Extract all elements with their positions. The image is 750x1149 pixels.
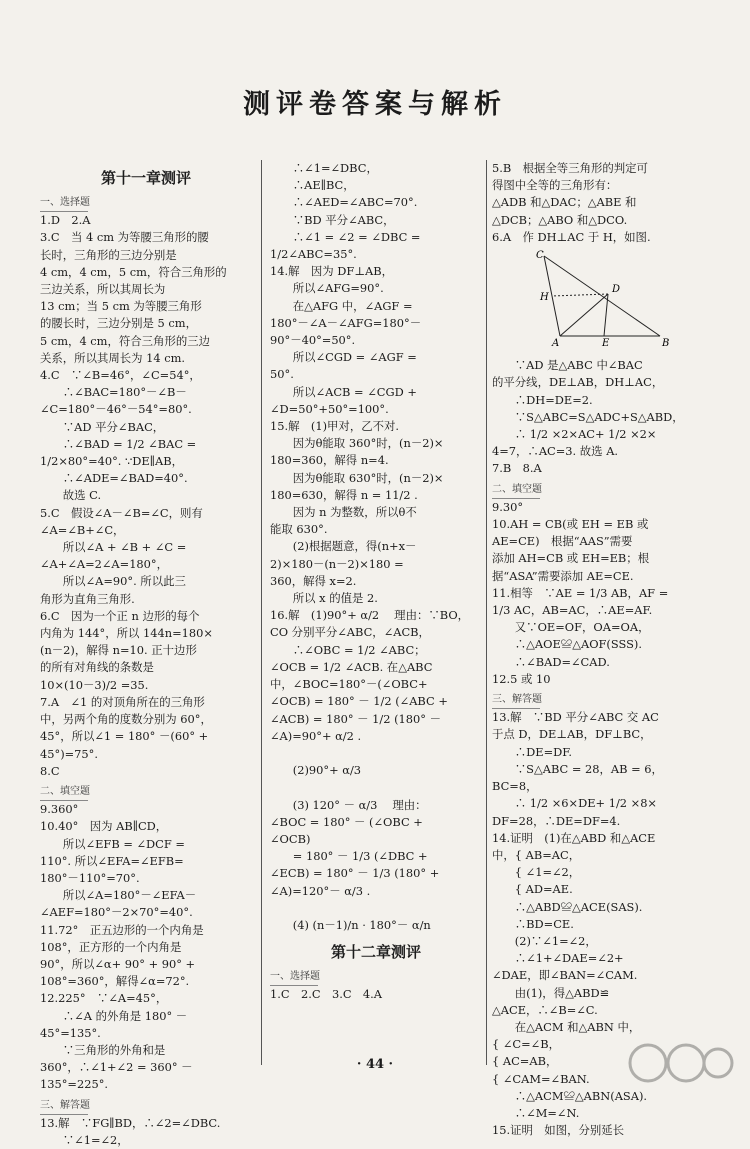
answer-line: 8.C <box>40 763 60 778</box>
answer-line: 因为θ能取 360°时，(n－2)× <box>270 436 444 451</box>
answer-line: 180°－∠A－∠AFG=180°－ <box>270 315 422 330</box>
answer-line: ∴∠1 = ∠2 = ∠DBC = <box>270 229 421 244</box>
answer-line: ∴ 1/2 ×6×DE+ 1/2 ×8× <box>492 796 657 811</box>
answer-line: ∴AE∥BC， <box>270 178 355 193</box>
answer-line <box>270 779 482 796</box>
answer-line: 4=7，∴AC=3. 故选 A. <box>492 444 619 459</box>
answer-line: 又∵OE=OF，OA=OA， <box>492 620 650 635</box>
page-number: · 44 · <box>356 1057 394 1072</box>
answer-line: ∴ 1/2 ×2×AC+ 1/2 ×2× <box>492 427 657 442</box>
answer-line: 180=630，解得 n = 11/2 . <box>270 487 418 502</box>
answer-line: 90°，所以∠α+ 90° + 90° + <box>40 956 196 971</box>
answer-line: ∠BOC = 180° － (∠OBC + <box>270 814 423 829</box>
answer-line: (2)90°+ α/3 <box>270 763 362 778</box>
answer-line: ∴∠ADE=∠BAD=40°. <box>40 471 188 486</box>
answer-line: 9.30° <box>492 499 524 514</box>
figure-label-d: D <box>612 284 621 296</box>
answer-line: (n－2)，解得 n=10. 正十边形 <box>40 643 197 658</box>
answer-line: 15.解 (1)甲对，乙不对. <box>270 419 399 434</box>
answer-line: 11.相等 ∵AE = 1/3 AB，AF = <box>492 585 669 600</box>
answer-line: ∵AD 是△ABC 中∠BAC <box>492 358 643 373</box>
answer-line: { ∠C=∠B， <box>492 1037 560 1052</box>
answer-line: { ∠1=∠2， <box>492 865 581 880</box>
answer-line: ∴∠1+∠DAE=∠2+ <box>492 951 624 966</box>
answer-line: ∵AD 平分∠BAC， <box>40 419 165 434</box>
figure-label-b: B <box>662 338 670 350</box>
answer-line: 180°－110°=70°. <box>40 870 140 885</box>
answer-line: 所以∠EFB = ∠DCF = <box>40 836 185 851</box>
answer-line: 所以∠A + ∠B + ∠C = <box>40 540 187 555</box>
answer-line: AE=CE) 根据“AAS”需要 <box>492 534 633 549</box>
answer-line: 50°. <box>270 367 294 382</box>
figure-label-a: A <box>552 338 560 350</box>
answer-line: { ∠CAM=∠BAN. <box>492 1071 590 1086</box>
answer-line: 4 cm，4 cm，5 cm，符合三角形的 <box>40 264 227 279</box>
answer-line: 10×(10－3)/2 =35. <box>40 677 149 692</box>
answer-line: 13.解 ∵BD 平分∠ABC 交 AC <box>492 710 659 725</box>
answer-line: = 180° － 1/3 (∠DBC + <box>270 849 428 864</box>
answer-line: 所以∠A=180°－∠EFA－ <box>40 888 197 903</box>
answer-line: ∵BD 平分∠ABC， <box>270 212 395 227</box>
figure-label-h: H <box>540 292 549 304</box>
answer-line: 7.A ∠1 的对顶角所在的三角形 <box>40 694 205 709</box>
answer-line: 所以∠CGD = ∠AGF = <box>270 350 417 365</box>
answer-line: 3.C 当 4 cm 为等腰三角形的腰 <box>40 230 209 245</box>
answer-line: DF=28，∴DE=DF=4. <box>492 813 621 828</box>
answer-line: 90°－40°=50°. <box>270 333 356 348</box>
answer-line: 16.解 (1)90°+ α/2 理由：∵BO， <box>270 608 470 623</box>
chapter-heading: 第十一章测评 <box>100 169 191 187</box>
answer-line: 于点 D，DE⊥AB，DF⊥BC， <box>492 727 652 742</box>
triangle-figure <box>532 248 672 348</box>
answer-line: ∴BD=CE. <box>492 916 574 931</box>
section-heading: 一、选择题 <box>270 968 318 986</box>
figure-label-e: E <box>602 338 610 350</box>
answer-line: ∠D=50°+50°=100°. <box>270 401 389 416</box>
answer-line: 135°=225°. <box>40 1077 109 1092</box>
answer-line: 45°)=75°. <box>40 746 98 761</box>
answer-line: (2)根据题意，得(n+x－ <box>270 539 417 554</box>
answer-line: ∴△ABD≌△ACE(SAS). <box>492 899 643 914</box>
chapter-heading: 第十二章测评 <box>330 943 421 962</box>
answer-line: 1.C 2.C 3.C 4.A <box>270 987 383 1002</box>
answer-line: ∠ACB) = 180° － 1/2 (180° － <box>270 711 441 726</box>
answer-line: ∠C=180°－46°－54°=80°. <box>40 402 192 417</box>
answer-line: CO 分别平分∠ABC，∠ACB， <box>270 625 430 640</box>
answer-line: { AD=AE. <box>492 882 573 897</box>
answer-line: (2)∵∠1=∠2， <box>492 933 597 948</box>
answer-line: 108°，正方形的一个内角是 <box>40 939 182 954</box>
answer-line: 14.解 因为 DF⊥AB， <box>270 264 394 279</box>
answer-line: 108°=360°，解得∠α=72°. <box>40 974 190 989</box>
answer-line: ∴△ACM≌△ABN(ASA). <box>492 1088 648 1103</box>
answer-column-3 <box>492 160 714 1138</box>
answer-line: 的腰长时，三边分别是 5 cm， <box>40 316 197 331</box>
answer-line: 12.225° ∵∠A=45°， <box>40 991 168 1006</box>
answer-line: △ADB 和△DAC；△ABE 和 <box>492 195 637 210</box>
answer-line: ∴∠BAD = 1/2 ∠BAC = <box>40 436 197 451</box>
answer-line: 7.B 8.A <box>492 461 542 476</box>
answer-line: 添加 AH=CB 或 EH=EB；根 <box>492 551 650 566</box>
answer-line: 5.B 根据全等三角形的判定可 <box>492 161 648 175</box>
answer-line: 的平分线，DE⊥AB，DH⊥AC， <box>492 375 664 390</box>
answer-column-1 <box>40 160 252 1147</box>
answer-line: 110°. 所以∠EFA=∠EFB= <box>40 853 184 868</box>
answer-line <box>270 745 482 762</box>
answer-line: 因为θ能取 630°时，(n－2)× <box>270 470 444 485</box>
answer-line: ∠DAE，即∠BAN=∠CAM. <box>492 968 638 983</box>
answer-line: 所以∠A=90°. 所以此三 <box>40 574 186 589</box>
answer-line: 4.C ∵∠B=46°，∠C=54°， <box>40 368 201 383</box>
answer-line: BC=8， <box>492 779 538 794</box>
answer-line: 由(1)，得△ABD≌ <box>492 985 610 1000</box>
answer-line: 长时，三角形的三边分别是 <box>40 247 177 262</box>
answer-line: 2)×180－(n－2)×180 = <box>270 556 404 571</box>
answer-line: 得图中全等的三角形有： <box>492 178 618 193</box>
answer-line: △DCB；△ABO 和△DCO. <box>492 212 628 227</box>
answer-line: 角形为直角三角形. <box>40 591 135 606</box>
answer-line: ∠AEF=180°－2×70°=40°. <box>40 905 193 920</box>
answer-line: 关系，所以其周长为 14 cm. <box>40 350 186 365</box>
answer-line: ∠OCB) <box>270 831 311 846</box>
answer-line: 据“ASA”需要添加 AE=CE. <box>492 568 634 583</box>
answer-line: 14.证明 (1)在△ABD 和△ACE <box>492 830 656 845</box>
segment-dh <box>552 294 608 296</box>
column-divider <box>261 160 262 1065</box>
answer-line: 所以∠ACB = ∠CGD + <box>270 384 417 399</box>
section-heading: 二、填空题 <box>492 481 540 499</box>
answer-line: 11.72° 正五边形的一个内角是 <box>40 922 204 937</box>
answer-line: ∠OCB = 1/2 ∠ACB. 在△ABC <box>270 659 433 674</box>
watermark-logo-icon <box>626 1041 736 1085</box>
answer-line: 1.D 2.A <box>40 213 91 228</box>
section-heading: 三、解答题 <box>40 1097 88 1115</box>
figure-label-c: C <box>536 250 544 262</box>
answer-line: ∴∠1=∠DBC， <box>270 161 378 175</box>
section-heading: 一、选择题 <box>40 194 88 212</box>
section-heading: 三、解答题 <box>492 691 540 709</box>
answer-line: 所以 x 的值是 2. <box>270 591 378 606</box>
answer-line: 内角为 144°，所以 144n=180× <box>40 626 213 641</box>
answer-line: 10.AH = CB(或 EH = EB 或 <box>492 517 649 532</box>
answer-line: ∴∠A 的外角是 180° － <box>40 1008 188 1023</box>
answer-line: 10.40° 因为 AB∥CD， <box>40 819 168 834</box>
answer-line: 中，另两个角的度数分别为 60°， <box>40 712 212 727</box>
answer-line: 180=360，解得 n=4. <box>270 453 389 468</box>
answer-line: 15.证明 如图，分别延长 <box>492 1123 625 1138</box>
answer-line: 1/2×80°=40°. ∵DE∥AB， <box>40 454 183 469</box>
answer-line: ∠OCB) = 180° － 1/2 (∠ABC + <box>270 694 448 709</box>
answer-line: ∴∠M=∠N. <box>492 1105 580 1120</box>
answer-line: 360°，∴∠1+∠2 = 360° － <box>40 1060 193 1075</box>
answer-line: ∠A)=90°+ α/2 . <box>270 728 362 743</box>
answer-line: ∴∠BAD=∠CAD. <box>492 654 610 669</box>
answer-column-2 <box>270 160 482 1070</box>
segment-cb <box>544 256 660 336</box>
answer-line: 1/2∠ABC=35°. <box>270 247 357 262</box>
section-heading: 二、填空题 <box>40 783 88 801</box>
answer-line: △ACE，∴∠B=∠C. <box>492 1002 598 1017</box>
answer-line: 5 cm，4 cm，符合三角形的三边 <box>40 333 211 348</box>
answer-line: ∴△AOE≌△AOF(SSS). <box>492 637 642 652</box>
answer-line: ∠A+∠A=2∠A=180°， <box>40 557 169 572</box>
answer-line: 中，∠BOC=180°－(∠OBC+ <box>270 677 428 692</box>
answer-line: ∴∠AED=∠ABC=70°. <box>270 195 418 210</box>
answer-line: ∠ECB) = 180° － 1/3 (180° + <box>270 866 440 881</box>
answer-line: ∵三角形的外角和是 <box>40 1042 166 1057</box>
answer-line: 故选 C. <box>40 488 102 503</box>
answer-line <box>270 900 482 917</box>
answer-line: 在△AFG 中，∠AGF = <box>270 298 413 313</box>
answer-line: 三边关系，所以其周长为 <box>40 282 166 297</box>
answer-line: 9.360° <box>40 802 79 817</box>
answer-line: 所以∠AFG=90°. <box>270 281 384 296</box>
answer-line: ∴∠BAC=180°－∠B－ <box>40 385 187 400</box>
answer-line: ∴DH=DE=2. <box>492 392 593 407</box>
answer-line: 6.C 因为一个正 n 边形的每个 <box>40 608 200 623</box>
segment-ad <box>560 294 608 336</box>
answer-line: ∠A)=120°－ α/3 . <box>270 883 371 898</box>
page-title: 测评卷答案与解析 <box>243 89 507 120</box>
answer-line: (3) 120° － α/3 理由： <box>270 797 427 812</box>
answer-line: { AC=AB， <box>492 1054 558 1069</box>
answer-line: 因为 n 为整数，所以θ不 <box>270 505 417 520</box>
answer-line: 能取 630°. <box>270 522 328 537</box>
answer-line: 在△ACM 和△ABN 中， <box>492 1019 641 1034</box>
answer-line: ∴∠OBC = 1/2 ∠ABC； <box>270 642 426 657</box>
answer-line: 6.A 作 DH⊥AC 于 H，如图. <box>492 229 651 244</box>
answer-line: 360，解得 x=2. <box>270 573 357 588</box>
answer-line: 12.5 或 10 <box>492 671 551 686</box>
answer-line: 5.C 假设∠A－∠B=∠C，则有 <box>40 505 203 520</box>
answer-line: ∠A=∠B+∠C， <box>40 522 125 537</box>
answer-line: 45°，所以∠1 = 180° －(60° + <box>40 729 209 744</box>
answer-line: 45°=135°. <box>40 1025 101 1040</box>
answer-line: 中，{ AB=AC， <box>492 847 581 862</box>
answer-line: 13 cm；当 5 cm 为等腰三角形 <box>40 299 202 314</box>
answer-line: (4) (n－1)/n · 180°－ α/n <box>270 917 431 932</box>
answer-line: 13.解 ∵FG∥BD，∴∠2=∠DBC. <box>40 1115 221 1130</box>
segment-de <box>604 294 608 336</box>
answer-line: ∴DE=DF. <box>492 744 573 759</box>
answer-line: ∵S△ABC=S△ADC+S△ABD， <box>492 409 684 424</box>
answer-line: 的所有对角线的条数是 <box>40 660 154 675</box>
answer-line: ∵S△ABC = 28，AB = 6， <box>492 761 663 776</box>
column-divider <box>486 160 487 1065</box>
answer-line: ∵∠1=∠2， <box>40 1132 129 1147</box>
answer-line: 1/3 AC，AB=AC，∴AE=AF. <box>492 603 653 618</box>
